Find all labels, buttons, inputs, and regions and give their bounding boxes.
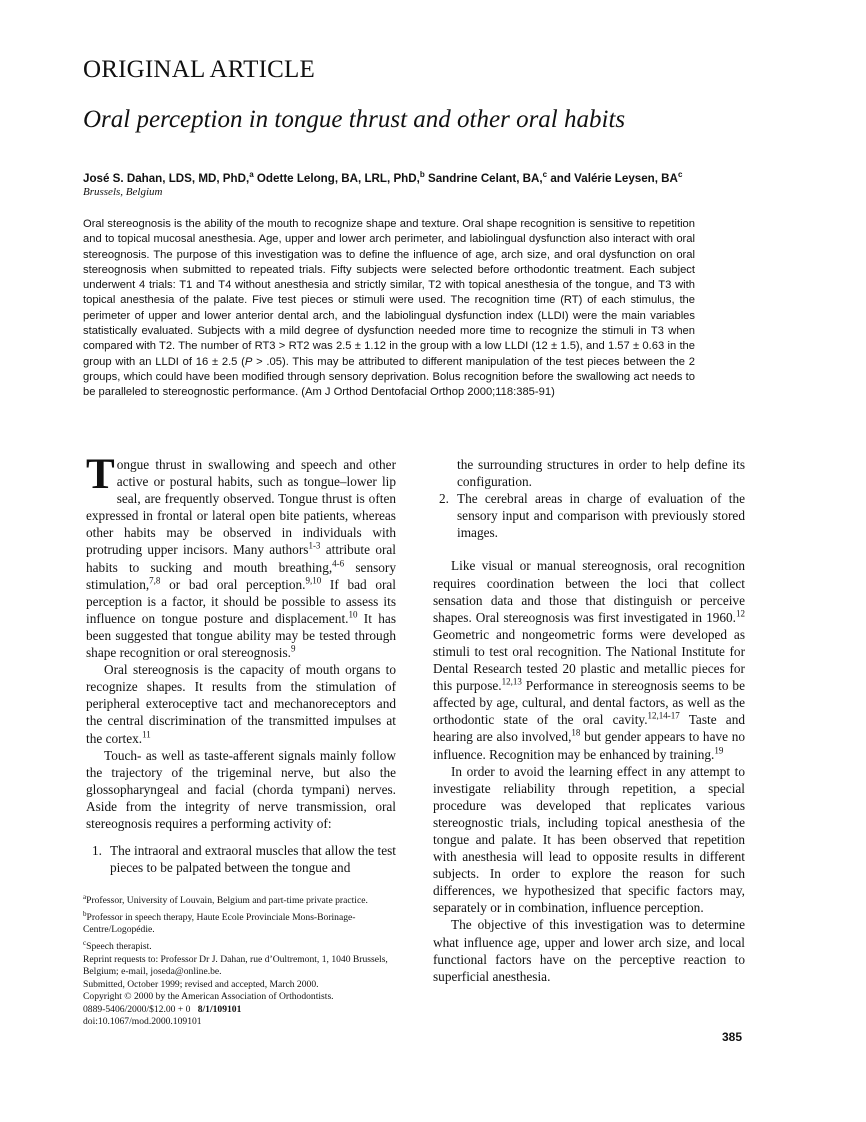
footnote-text: Professor, University of Louvain, Belgium and part-time private practice. (86, 895, 368, 907)
affiliation-mark: c (542, 170, 548, 179)
author-name: and Valérie Leysen, BA (550, 171, 678, 185)
spacer (433, 541, 745, 557)
author-location: Brussels, Belgium (83, 186, 163, 198)
page-number: 385 (722, 1030, 743, 1044)
list-item (433, 490, 745, 541)
list-text: The cerebral areas in charge of evaluation of the sensory input and comparison with previously stored images. (457, 491, 745, 541)
doi: doi:10.1067/mod.2000.109101 (83, 1016, 202, 1028)
body-paragraph: In order to avoid the learning effect in any attempt to investigate reliability through repetition, a special procedure was developed that replicates various stereognostic trials, including topical anesthesia of the tongue and palate. It has been observed that repetition with anesthesia will lead to opposite results in different subjects. In order to explore the reason for such differences, we hypothesized that specific factors may, separately or in combination, influence perception. (433, 763, 745, 916)
body-paragraph (86, 661, 396, 746)
footnote-text: Professor in speech therapy, Haute Ecole Provinciale Mons-Borinage-Centre/Logopédie. (83, 911, 356, 936)
drop-cap: T (86, 451, 115, 498)
footnote-mark: c (83, 938, 87, 947)
body-text: ongue thrust in swallowing and speech and other active or postural habits, such as tongue–lower lip seal, are frequently observed. Tongue thrust is often expressed in frontal or lateral open bite patients, whereas other habits may be observed in individuals with protruding upper incisors. Many authors (86, 457, 396, 558)
list-item-continuation: the surrounding structures in order to help define its configuration. (457, 457, 745, 490)
body-text: Like visual or manual stereognosis, oral recognition requires coordination between the loci that collect sensation data and those that distinguish or perceive shapes. Oral stereognosis was first investigated in 1960. (433, 558, 745, 625)
copyright-notice: Copyright © 2000 by the American Association of Orthodontists. (83, 991, 334, 1003)
citation-ref: 1-3 (308, 541, 321, 552)
citation-ref: 12,14-17 (647, 710, 680, 721)
list-number: 2. (439, 491, 449, 507)
body-text: Taste and hearing are also involved, (433, 712, 745, 745)
body-text: Geometric and nongeometric forms were developed as stimuli to test oral recognition. The National Institute for Dental Research tested 20 plastic and metallic pieces for this purpose. (433, 626, 745, 694)
author-name: Sandrine Celant, BA, (427, 171, 543, 185)
body-text: Performance in stereognosis seems to be affected by age, cultural, and dental factors, as well as the orthodontic state of the oral cavity. (433, 678, 745, 728)
body-text: attribute oral habits to sucking and mouth breathing, (86, 542, 396, 575)
abstract-text: Oral stereognosis is the ability of the mouth to recognize shape and texture. Oral shape recognition is sensitive to repetition and to topical mucosal anesthesia. Age, upper and lower arch perimeter, and labiolingual dysfunction also interact with oral stereognosis. The purpose of this investigation was to define the influence of age, arch size, and oral dysfunction on oral stereognosis when submitted to repeated trials. Fifty subjects were selected before orthodontic treatment. Each subject underwent 4 trials: T1 and T4 without anesthesia and strictly similar, T2 with topical anesthesia of the tongue, and T3 with topical anesthesia of the palate. Five test pieces or stimuli were used. The recognition time (RT) of each stimulus, the perimeter of upper and lower anterior dental arch, and the labiolingual dysfunction index (LLDI) were the main variables statistically evaluated. Subjects with a mild degree of dysfunction needed more time to recognize the stimuli in T3 when compared with T2. The number of RT3 > RT2 was 2.5 ± 1.12 in the group with a low LLDI (12 ± 1.5), and 1.57 ± 0.63 in the group with an LLDI of 16 ± 2.5 ( (83, 218, 695, 368)
citation-ref: 4-6 (332, 558, 345, 569)
citation-ref: 10 (348, 609, 358, 620)
abstract-p-symbol: P (244, 355, 253, 368)
body-text: Oral stereognosis is the capacity of mouth organs to recognize shapes. It results from the stimulation of peripheral exteroceptive tact and mechanoreceptors and the central discrimination of the transmitted impulses at the cortex. (86, 662, 396, 746)
footnote-affiliation-a (83, 891, 395, 908)
citation-ref: 9,10 (305, 575, 322, 586)
body-text: If bad oral perception is a factor, it should be possible to assess its influence on tongue posture and displacement. (86, 576, 396, 626)
body-column-right (433, 456, 745, 985)
author-name: José S. Dahan, LDS, MD, PhD, (83, 171, 250, 185)
article-title: Oral perception in tongue thrust and other oral habits (83, 106, 626, 133)
body-column-left (86, 451, 396, 876)
footnote-text: Speech therapist. (86, 941, 152, 953)
affiliation-mark: a (249, 170, 254, 179)
affiliation-mark: c (677, 170, 683, 179)
affiliation-mark: b (419, 170, 425, 179)
numbered-list (86, 842, 396, 876)
issn: 0889-5406/2000/$12.00 + 0 (83, 1003, 191, 1015)
list-text: The intraoral and extraoral muscles that allow the test pieces to be palpated between the tongue and (110, 843, 396, 876)
body-text: It has been suggested that tongue ability may be tested through shape recognition or oral stereognosis. (86, 610, 396, 661)
body-text: or bad oral perception. (160, 576, 306, 592)
citation-ref: 11 (142, 729, 151, 740)
footnotes (83, 891, 395, 1029)
citation-ref: 12,13 (501, 676, 522, 687)
body-paragraph (433, 557, 745, 762)
footnote-affiliation-c (83, 937, 395, 954)
list-item (86, 842, 396, 876)
section-label: ORIGINAL ARTICLE (83, 56, 315, 83)
numbered-list (433, 490, 745, 541)
footnote-mark: a (83, 893, 87, 901)
abstract-text-end: > .05). This may be attributed to different manipulation of the test pieces between the 2 groups, which could have been modified through sensory deprivation. Bolus recognition before the swallowing act needs to be paralleled to stereognostic performance. (Am J Orthod Dentofacial Orthop 2000;118:385-91) (83, 355, 695, 399)
citation-ref: 9 (290, 643, 296, 654)
article-code: 8/1/109101 (197, 1003, 242, 1015)
citation-ref: 7,8 (149, 575, 161, 586)
citation-ref: 12 (736, 608, 745, 619)
abstract (83, 217, 695, 401)
body-paragraph (86, 451, 396, 661)
footnote-affiliation-b (83, 908, 395, 937)
body-text: but gender appears to have no influence. Recognition may be enhanced by training. (433, 729, 745, 762)
issn-line (83, 1004, 395, 1017)
citation-ref: 19 (714, 745, 724, 756)
submission-dates: Submitted, October 1999; revised and accepted, March 2000. (83, 978, 319, 990)
body-text: sensory stimulation, (86, 559, 396, 592)
reprint-requests: Reprint requests to: Professor Dr J. Dahan, rue d’Oultremont, 1, 1040 Brussels, Belgium; e-mail, joseda@online.be. (83, 953, 388, 978)
footnote-mark: b (83, 909, 87, 918)
author-list (83, 170, 783, 185)
body-paragraph: The objective of this investigation was to determine what influence age, upper and lower arch size, and local functional factors have on the perceptive reaction to superficial anesthesia. (433, 917, 745, 984)
citation-ref: 18 (571, 727, 581, 738)
author-name: Odette Lelong, BA, LRL, PhD, (256, 171, 420, 185)
body-paragraph: Touch- as well as taste-afferent signals mainly follow the trajectory of the trigeminal nerve, but also the glossopharyngeal and facial (chorda tympani) nerves. Aside from the integrity of nerve transmission, oral stereognosis requires a performing activity of: (86, 747, 396, 831)
list-number: 1. (92, 843, 102, 859)
